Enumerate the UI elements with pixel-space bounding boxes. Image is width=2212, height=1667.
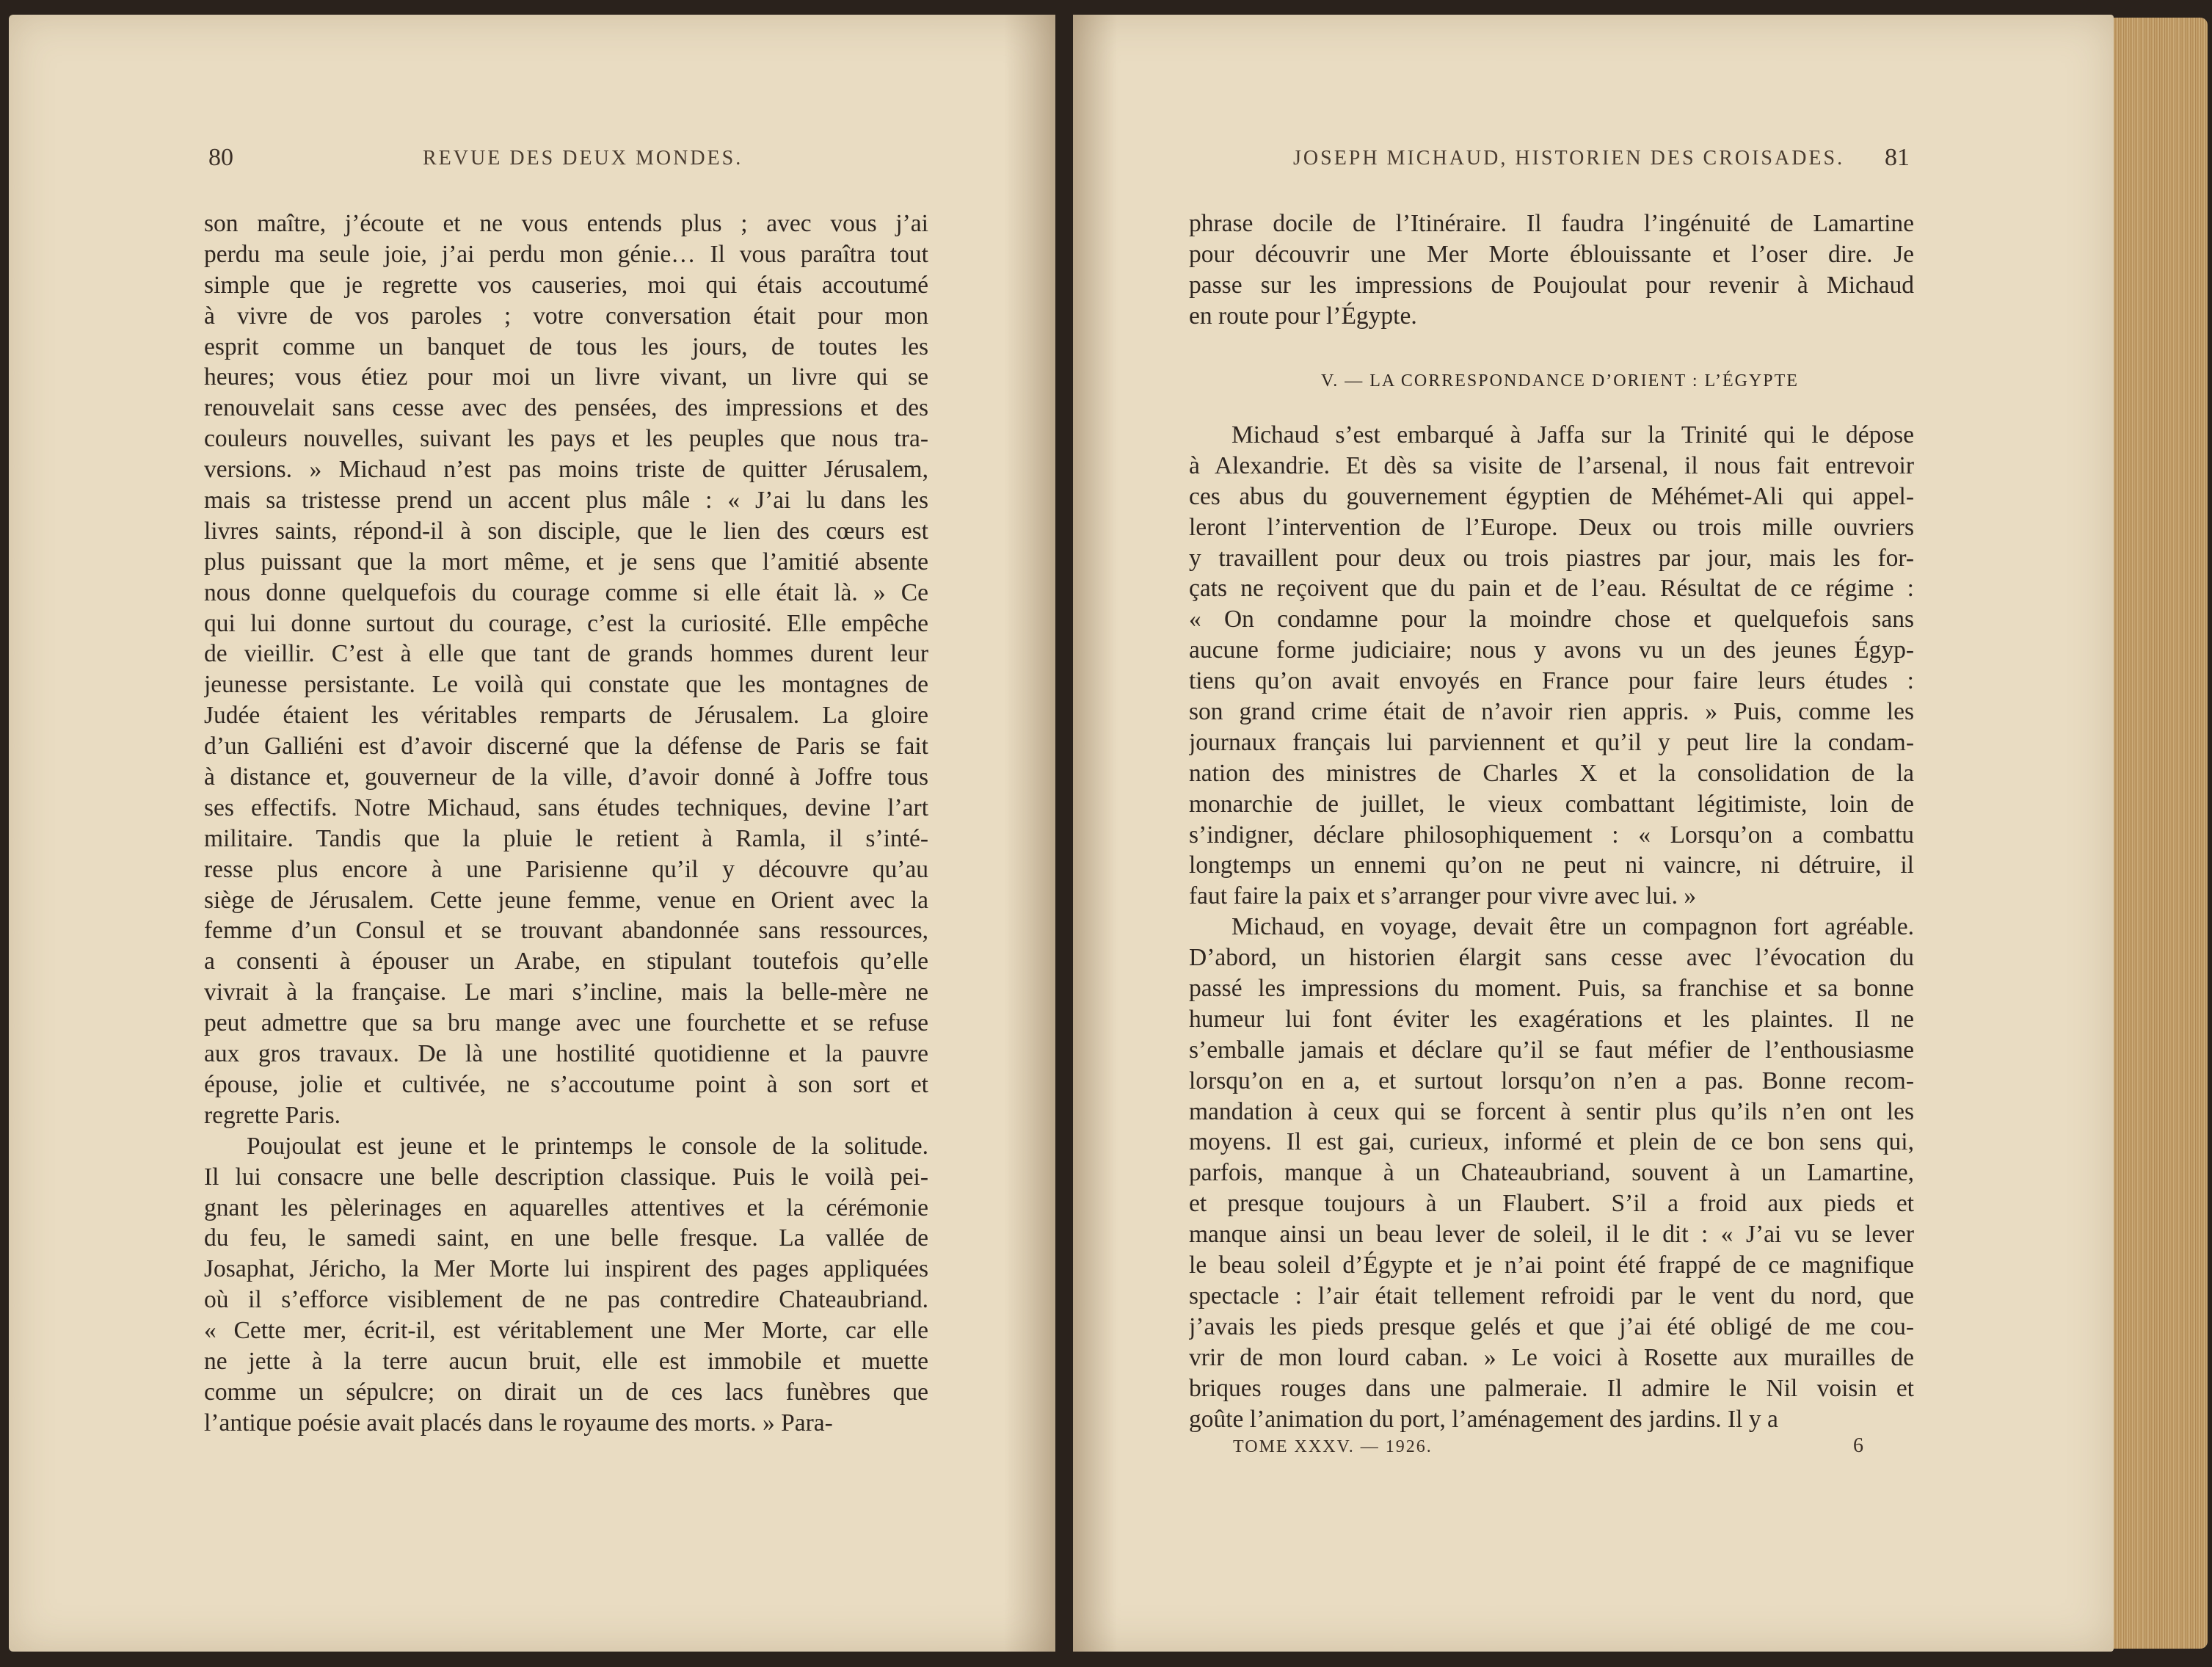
- text-line: nous donne quelquefois du courage comme si elle était là. » Ce: [204, 578, 928, 606]
- text-line: humeur lui font éviter les exagérations et les plaintes. Il ne: [1189, 1005, 1914, 1033]
- text-line: et presque toujours à un Flaubert. S’il a froid aux pieds et: [1189, 1190, 1914, 1218]
- text-line: tiens qu’on avait envoyés en France pour faire leurs études :: [1189, 667, 1914, 695]
- text-line: son grand crime était de n’avoir rien appris. » Puis, comme les: [1189, 698, 1914, 726]
- text-line: simple que je regrette vos causeries, moi qui étais accoutumé: [204, 271, 928, 299]
- text-line: y travaillent pour deux ou trois piastres par jour, mais les for-: [1189, 544, 1914, 572]
- text-line: a consenti à épouser un Arabe, en stipulant toutefois qu’elle: [204, 948, 928, 976]
- text-line: parfois, manque à un Chateaubriand, souvent à un Lamartine,: [1189, 1159, 1914, 1187]
- text-line: pour découvrir une Mer Morte éblouissante et l’oser dire. Je: [1189, 240, 1914, 268]
- text-line: qui lui donne surtout du courage, c’est la curiosité. Elle empêche: [204, 609, 928, 637]
- text-line: vrir de mon lourd caban. » Le voici à Rosette aux murailles de: [1189, 1343, 1914, 1371]
- text-line: mandation à ceux qui se forcent à sentir plus qu’ils n’en ont les: [1189, 1097, 1914, 1125]
- text-line: briques rouges dans une palmeraie. Il admire le Nil voisin et: [1189, 1374, 1914, 1402]
- text-line: livres saints, répond-il à son disciple, que le lien des cœurs est: [204, 517, 928, 545]
- left-running-head: REVUE DES DEUX MONDES.: [423, 147, 743, 170]
- text-line: « Cette mer, écrit-il, est véritablement une Mer Morte, car elle: [204, 1317, 928, 1345]
- right-page-body-top: [1189, 208, 1914, 332]
- text-line: D’abord, un historien élargit sans cesse avec l’évocation du: [1189, 944, 1914, 972]
- left-page-number: 80: [208, 144, 233, 171]
- text-line: comme un sépulcre; on dirait un de ces lacs funèbres que: [204, 1378, 928, 1406]
- gutter-shadow: [1073, 15, 1117, 1652]
- text-line: siège de Jérusalem. Cette jeune femme, venue en Orient avec la: [204, 886, 928, 914]
- text-line: aucune forme judiciaire; nous y avons vu un des jeunes Égyp-: [1189, 636, 1914, 664]
- text-line: vivrait à la française. Le mari s’incline, mais la belle-mère ne: [204, 978, 928, 1006]
- text-line: renouvelait sans cesse avec des pensées, des impressions et des: [204, 394, 928, 422]
- text-line: Judée étaient les véritables remparts de Jérusalem. La gloire: [204, 702, 928, 730]
- text-line: épouse, jolie et cultivée, ne s’accoutume point à son sort et: [204, 1070, 928, 1098]
- text-line: perdu ma seule joie, j’ai perdu mon génie… Il vous paraîtra tout: [204, 240, 928, 268]
- right-page-number: 81: [1885, 144, 1910, 171]
- text-line: Poujoulat est jeune et le printemps le console de la solitude.: [247, 1132, 928, 1160]
- text-line: « On condamne pour la moindre chose et quelquefois sans: [1189, 606, 1914, 633]
- text-line: leront l’intervention de l’Europe. Deux ou trois mille ouvriers: [1189, 513, 1914, 541]
- right-running-head: JOSEPH MICHAUD, HISTORIEN DES CROISADES.: [1293, 147, 1845, 170]
- text-line: journaux français lui parviennent et qu’il y peut lire la condam-: [1189, 728, 1914, 756]
- text-line: longtemps un ennemi qu’on ne peut ni vaincre, ni détruire, il: [1189, 851, 1914, 879]
- text-line: s’emballe jamais et déclare qu’il se faut méfier de l’enthousiasme: [1189, 1036, 1914, 1064]
- text-line: aux gros travaux. De là une hostilité quotidienne et la pauvre: [204, 1040, 928, 1068]
- text-line: femme d’un Consul et se trouvant abandonnée sans ressources,: [204, 917, 928, 945]
- text-line: à vivre de vos paroles ; votre conversation était pour mon: [204, 302, 928, 330]
- text-line: moyens. Il est gai, curieux, informé et plein de ce bon sens qui,: [1189, 1128, 1914, 1156]
- text-line: l’antique poésie avait placés dans le royaume des morts. » Para-: [204, 1409, 833, 1437]
- text-line: le beau soleil d’Égypte et je n’ai point été frappé de ce magnifique: [1189, 1252, 1914, 1279]
- text-line: son maître, j’écoute et ne vous entends plus ; avec vous j’ai: [204, 210, 928, 237]
- text-line: à Alexandrie. Et dès sa visite de l’arsenal, il nous fait entrevoir: [1189, 451, 1914, 479]
- text-line: jeunesse persistante. Le voilà qui constate que les montagnes de: [204, 671, 928, 699]
- text-line: peut admettre que sa bru mange avec une fourchette et se refuse: [204, 1009, 928, 1037]
- page-edges: [2114, 18, 2208, 1649]
- text-line: Michaud, en voyage, devait être un compagnon fort agréable.: [1231, 913, 1914, 941]
- text-line: nation des ministres de Charles X et la consolidation de la: [1189, 759, 1914, 787]
- text-line: versions. » Michaud n’est pas moins triste de quitter Jérusalem,: [204, 456, 928, 484]
- text-line: goûte l’animation du port, l’aménagement des jardins. Il y a: [1189, 1405, 1778, 1433]
- text-line: esprit comme un banquet de tous les jours, de toutes les: [204, 333, 928, 360]
- text-line: d’un Galliéni est d’avoir discerné que la défense de Paris se fait: [204, 733, 928, 760]
- text-line: manque ainsi un beau lever de soleil, il le dit : « J’ai vu se lever: [1189, 1221, 1914, 1249]
- text-line: çats ne reçoivent que du pain et de l’eau. Résultat de ce régime :: [1189, 575, 1914, 603]
- text-line: ne jette à la terre aucun bruit, elle est immobile et muette: [204, 1347, 928, 1375]
- text-line: ces abus du gouvernement égyptien de Méhémet-Ali qui appel-: [1189, 482, 1914, 510]
- text-line: regrette Paris.: [204, 1101, 341, 1129]
- text-line: de vieillir. C’est à elle que tant de grands hommes durent leur: [204, 640, 928, 668]
- text-line: passe sur les impressions de Poujoulat pour revenir à Michaud: [1189, 271, 1914, 299]
- text-line: spectacle : l’air était tellement refroidi par le vent du nord, que: [1189, 1282, 1914, 1310]
- left-page-body: [204, 208, 928, 1439]
- text-line: Josaphat, Jéricho, la Mer Morte lui inspirent des pages appliquées: [204, 1255, 928, 1283]
- text-line: mais sa tristesse prend un accent plus mâle : « J’ai lu dans les: [204, 487, 928, 515]
- text-line: Michaud s’est embarqué à Jaffa sur la Trinité qui le dépose: [1231, 421, 1914, 448]
- text-line: resse plus encore à une Parisienne qu’il y découvre qu’au: [204, 855, 928, 883]
- text-line: passé les impressions du moment. Puis, sa franchise et sa bonne: [1189, 975, 1914, 1003]
- signature-line: TOME XXXV. — 1926.: [1233, 1437, 1433, 1456]
- text-line: en route pour l’Égypte.: [1189, 302, 1417, 330]
- right-page-body: [1189, 420, 1914, 1434]
- gutter-shadow: [1004, 15, 1055, 1652]
- text-line: gnant les pèlerinages en aquarelles attentives et la cérémonie: [204, 1194, 928, 1221]
- text-line: militaire. Tandis que la pluie le retient à Ramla, il s’inté-: [204, 824, 928, 852]
- text-line: phrase docile de l’Itinéraire. Il faudra l’ingénuité de Lamartine: [1189, 210, 1914, 237]
- text-line: où il s’efforce visiblement de ne pas contredire Chateaubriand.: [204, 1286, 928, 1314]
- text-line: à distance et, gouverneur de la ville, d’avoir donné à Joffre tous: [204, 763, 928, 791]
- text-line: du feu, le samedi saint, en une belle fresque. La vallée de: [204, 1224, 928, 1252]
- text-line: s’indigner, déclare philosophiquement : « Lorsqu’on a combattu: [1189, 821, 1914, 849]
- signature-number: 6: [1853, 1434, 1863, 1457]
- text-line: ses effectifs. Notre Michaud, sans études techniques, devine l’art: [204, 793, 928, 821]
- text-line: faut faire la paix et s’arranger pour vivre avec lui. »: [1189, 882, 1697, 910]
- section-heading: V. — LA CORRESPONDANCE D’ORIENT : L’ÉGYPTE: [1321, 371, 1799, 391]
- text-line: j’avais les pieds presque gelés et que j’ai été obligé de me cou-: [1189, 1312, 1914, 1340]
- text-line: couleurs nouvelles, suivant les pays et les peuples que nous tra-: [204, 425, 928, 453]
- text-line: heures; vous étiez pour moi un livre vivant, un livre qui se: [204, 363, 928, 391]
- text-line: lorsqu’on en a, et surtout lorsqu’on n’en a pas. Bonne recom-: [1189, 1067, 1914, 1094]
- text-line: plus puissant que la mort même, et je sens que l’amitié absente: [204, 548, 928, 575]
- text-line: Il lui consacre une belle description classique. Puis le voilà pei-: [204, 1163, 928, 1191]
- text-line: monarchie de juillet, le vieux combattant légitimiste, loin de: [1189, 790, 1914, 818]
